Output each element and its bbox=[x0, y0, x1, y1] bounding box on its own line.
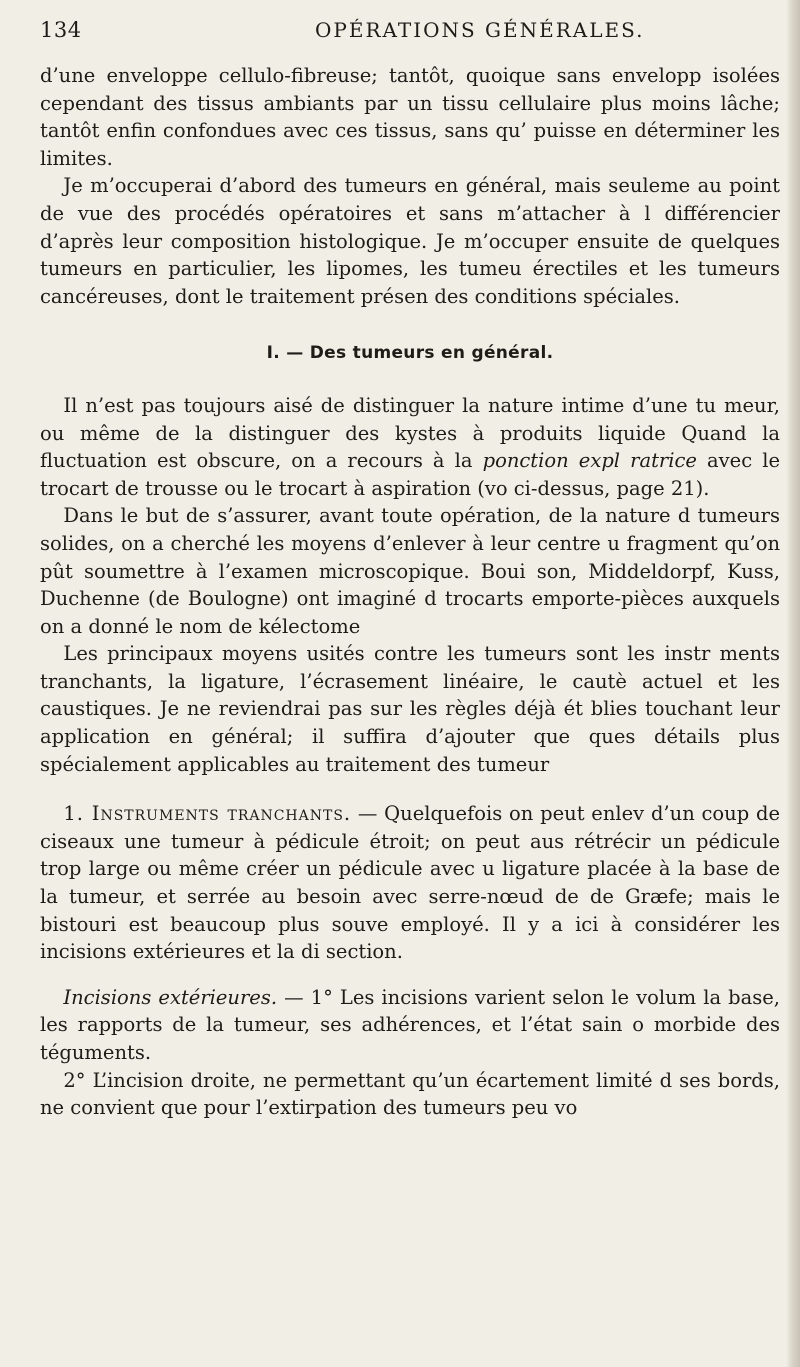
paragraph-4: Dans le but de s’assurer, avant toute opération, de la nature d tumeurs solides, on a cherché les moyens d’enlever à leur centre u fragment qu’on pût soumettre à l’examen microscopique. Boui son, Middeldorpf, Kuss, Duchenne (de Boulogne) ont imaginé d trocarts emporte-pièces auxquels on a donné le nom de kélectome bbox=[40, 504, 780, 638]
page-number: 134 bbox=[40, 18, 82, 42]
running-title: OPÉRATIONS GÉNÉRALES. bbox=[315, 18, 645, 42]
paragraph-3 bbox=[40, 392, 780, 502]
page-edge-shadow bbox=[786, 0, 800, 1367]
paragraph-5: Les principaux moyens usités contre les tumeurs sont les instr ments tranchants, la ligature, l’écrasement linéaire, le cautè actuel et les caustiques. Je ne reviendrai pas sur les règles déjà ét blies touchant leur application en général; il suffira d’ajouter que ques détails plus spécialement applicables au traitement des tumeur bbox=[40, 642, 780, 776]
paragraph-3-text-b: avec le trocart de trousse ou le trocart à aspiration (vo ci-dessus, page 21). bbox=[40, 449, 781, 500]
paragraph-3-italic: ponction expl ratrice bbox=[482, 449, 697, 473]
paragraph-6-lead: 1. Instruments tranchants. bbox=[63, 802, 352, 826]
spacer bbox=[40, 778, 780, 800]
paragraph-7-lead: Incisions extérieures. bbox=[63, 985, 278, 1009]
paragraph-2: Je m’occuperai d’abord des tumeurs en général, mais seuleme au point de vue des procédés opératoires et sans m’attacher à l différencier d’après leur composition histologique. Je m’occuper ensuite de quelques tumeurs en particulier, les lipomes, les tumeu érectiles et les tumeurs cancéreuses, dont le traitement présen des conditions spéciales. bbox=[40, 174, 780, 308]
body-text bbox=[40, 62, 780, 1122]
page-header bbox=[40, 18, 780, 48]
paragraph-7-text: — 1° Les incisions varient selon le volum la base, les rapports de la tumeur, ses adhérences, et l’état sain o morbide des téguments. bbox=[40, 985, 780, 1064]
paragraph-1: d’une enveloppe cellulo-fibreuse; tantôt, quoique sans envelopp isolées cependant des tissus ambiants par un tissu cellulaire plus moins lâche; tantôt enfin confondues avec ces tissus, sans qu’ puisse en déterminer les limites. bbox=[40, 64, 780, 170]
spacer bbox=[40, 966, 780, 984]
section-heading: I. — Des tumeurs en général. bbox=[266, 343, 554, 364]
paragraph-8: 2° L’incision droite, ne permettant qu’un écartement limité d ses bords, ne convient que pour l’extirpation des tumeurs peu vo bbox=[40, 1068, 780, 1120]
paragraph-6 bbox=[40, 800, 780, 966]
paragraph-6-text: — Quelquefois on peut enlev d’un coup de ciseaux une tumeur à pédicule étroit; on peut aus rétrécir un pédicule trop large ou même créer un pédicule avec u ligature placée à la base de la tumeur, et serrée au besoin avec serre-nœud de de Græfe; mais le bistouri est beaucoup plus souve employé. Il y a ici à considérer les incisions extérieures et la di section. bbox=[40, 802, 781, 964]
paragraph-3-text-a: Il n’est pas toujours aisé de distinguer la nature intime d’une tu meur, ou même de la distinguer des kystes à produits liquide Quand la fluctuation est obscure, on a recours à la bbox=[40, 393, 780, 473]
paragraph-7 bbox=[40, 984, 780, 1067]
